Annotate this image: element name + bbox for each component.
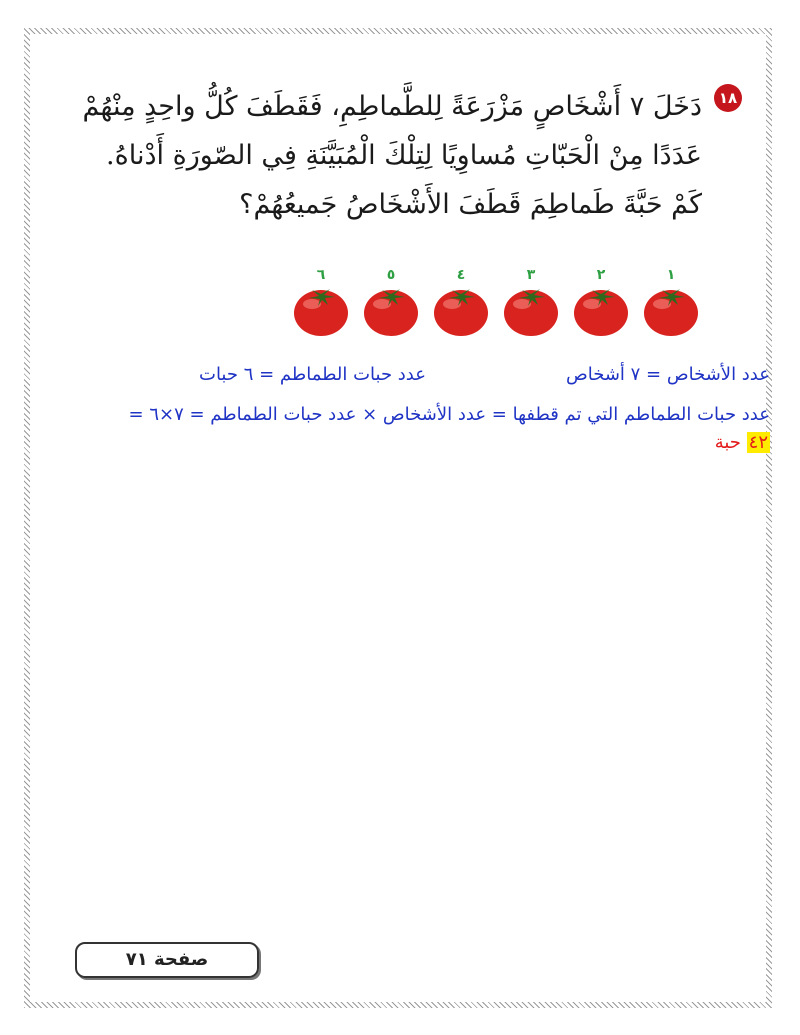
tomato-number: ٦	[316, 267, 326, 283]
tomato-row	[282, 268, 702, 348]
tomato-item	[360, 268, 422, 338]
answer-number: ٤٢	[748, 432, 768, 453]
tomato-icon	[292, 282, 350, 338]
tomato-number: ٤	[456, 267, 466, 283]
tomato-item	[500, 268, 562, 338]
tomato-icon	[642, 282, 700, 338]
tomato-number: ٢	[596, 267, 606, 283]
tomato-number: ٥	[386, 267, 396, 283]
page-number-label: صفحة ٧١	[75, 942, 259, 978]
tomato-number: ١	[666, 267, 676, 283]
problem-text: دَخَلَ ٧ أَشْخَاصٍ مَزْرَعَةً لِلطَّماطِمِ، فَقَطَفَ كُلُّ واحِدٍ مِنْهُمْ عَدَدًا مِنْ الْحَبّاتِ مُساوِيًا لِتِلْكَ الْمُبَيَّنَةِ فِي الصّورَةِ أَدْناهُ. كَمْ حَبَّةَ طَماطِمَ قَطَفَ الأَشْخَاصُ جَميعُهُمْ؟	[82, 91, 702, 220]
tomato-icon	[432, 282, 490, 338]
tomato-item	[290, 268, 352, 338]
tomato-icon	[572, 282, 630, 338]
people-count-line: عدد الأشخاص = ٧ أشخاص	[565, 364, 770, 385]
tomato-item	[640, 268, 702, 338]
answer-unit: حبة	[714, 432, 741, 453]
tomato-icon	[362, 282, 420, 338]
problem-number-badge: ١٨	[714, 84, 742, 112]
equation-line: عدد حبات الطماطم التي تم قطفها = عدد الأشخاص × عدد حبات الطماطم = ٧×٦ =	[128, 404, 770, 425]
answer-line	[715, 432, 770, 453]
tomato-icon	[502, 282, 560, 338]
tomato-item	[430, 268, 492, 338]
tomato-count-line: عدد حبات الطماطم = ٦ حبات	[199, 364, 426, 385]
tomato-number: ٣	[526, 267, 536, 283]
tomato-item	[570, 268, 632, 338]
